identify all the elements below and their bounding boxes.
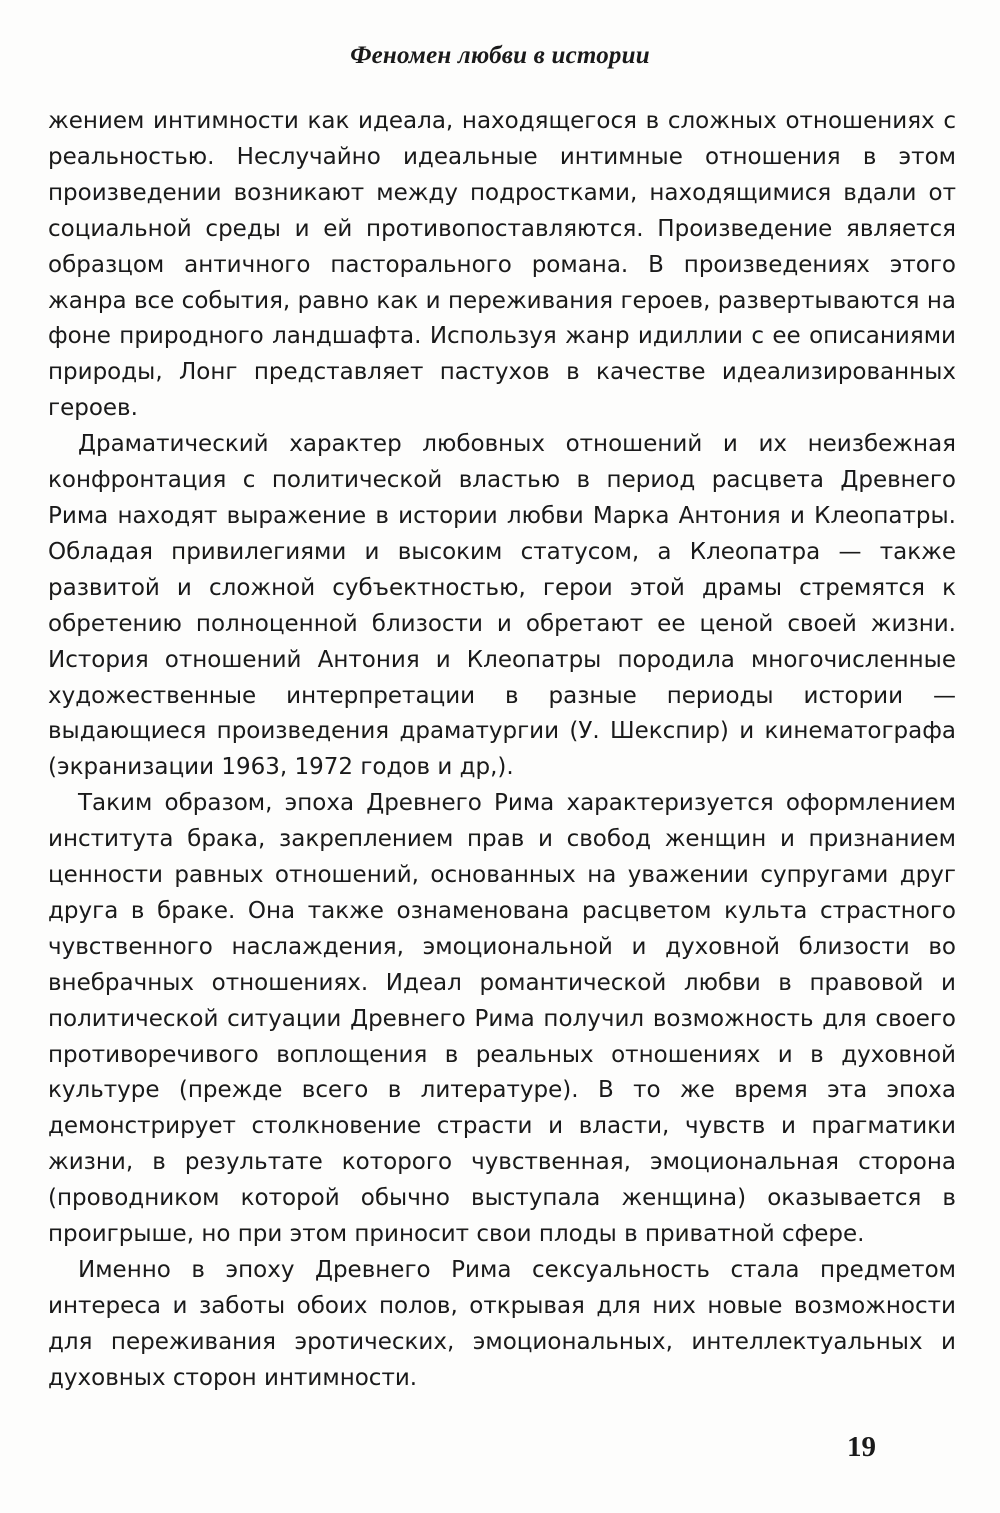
body-text [48, 104, 956, 1397]
paragraph-sexuality: Именно в эпоху Древнего Рима сексуальность стала предметом интереса и заботы обоих полов, открывая для них новые возможности для переживания эротических, эмоциональных, интеллектуальных и духовных сторон интимности. [48, 1257, 956, 1391]
running-head: Феномен любви в истории [350, 42, 650, 69]
paragraph-summary: Таким образом, эпоха Древнего Рима характеризуется оформлением института брака, закреплением прав и свобод женщин и признанием ценности равных отношений, основанных на уважении супругами друг друга в браке. Она также ознаменована расцветом культа страстного чувственного наслаждения, эмоциональной и духовной близости во внебрачных отношениях. Идеал романтической любви в правовой и политической ситуации Древнего Рима получил возможность для своего противоречивого воплощения в реальных отношениях и в духовной культуре (прежде всего в литературе). В то же время эта эпоха демонстрирует столкновение страсти и власти, чувств и прагматики жизни, в результате которого чувственная, эмоциональная сторона (проводником которой обычно выступала женщина) оказывается в проигрыше, но при этом приносит свои плоды в приватной сфере. [48, 790, 956, 1248]
paragraph-continued: жением интимности как идеала, находящегося в сложных отношениях с реальностью. Неслучайно идеальные интимные отношения в этом произведении возникают между подростками, находящимися вдали от социальной среды и ей противопоставляются. Произведение является образцом античного пасторального романа. В произведениях этого жанра все события, равно как и переживания героев, развертываются на фоне природного ландшафта. Используя жанр идиллии с ее описаниями природы, Лонг представляет пастухов в качестве идеализированных героев. [48, 108, 956, 422]
page-number: 19 [847, 1431, 876, 1463]
paragraph-antony-cleopatra: Драматический характер любовных отношений и их неизбежная конфронтация с политической властью в период расцвета Древнего Рима находят выражение в истории любви Марка Антония и Клеопатры. Обладая привилегиями и высоким статусом, а Клеопатра — также развитой и сложной субъектностью, герои этой драмы стремятся к обретению полноценной близости и обретают ее ценой своей жизни. История отношений Антония и Клеопатры породила многочисленные художественные интерпретации в разные периоды истории — выдающиеся произведения драматургии (У. Шекспир) и кинематографа (экранизации 1963, 1972 годов и др,). [48, 431, 956, 781]
